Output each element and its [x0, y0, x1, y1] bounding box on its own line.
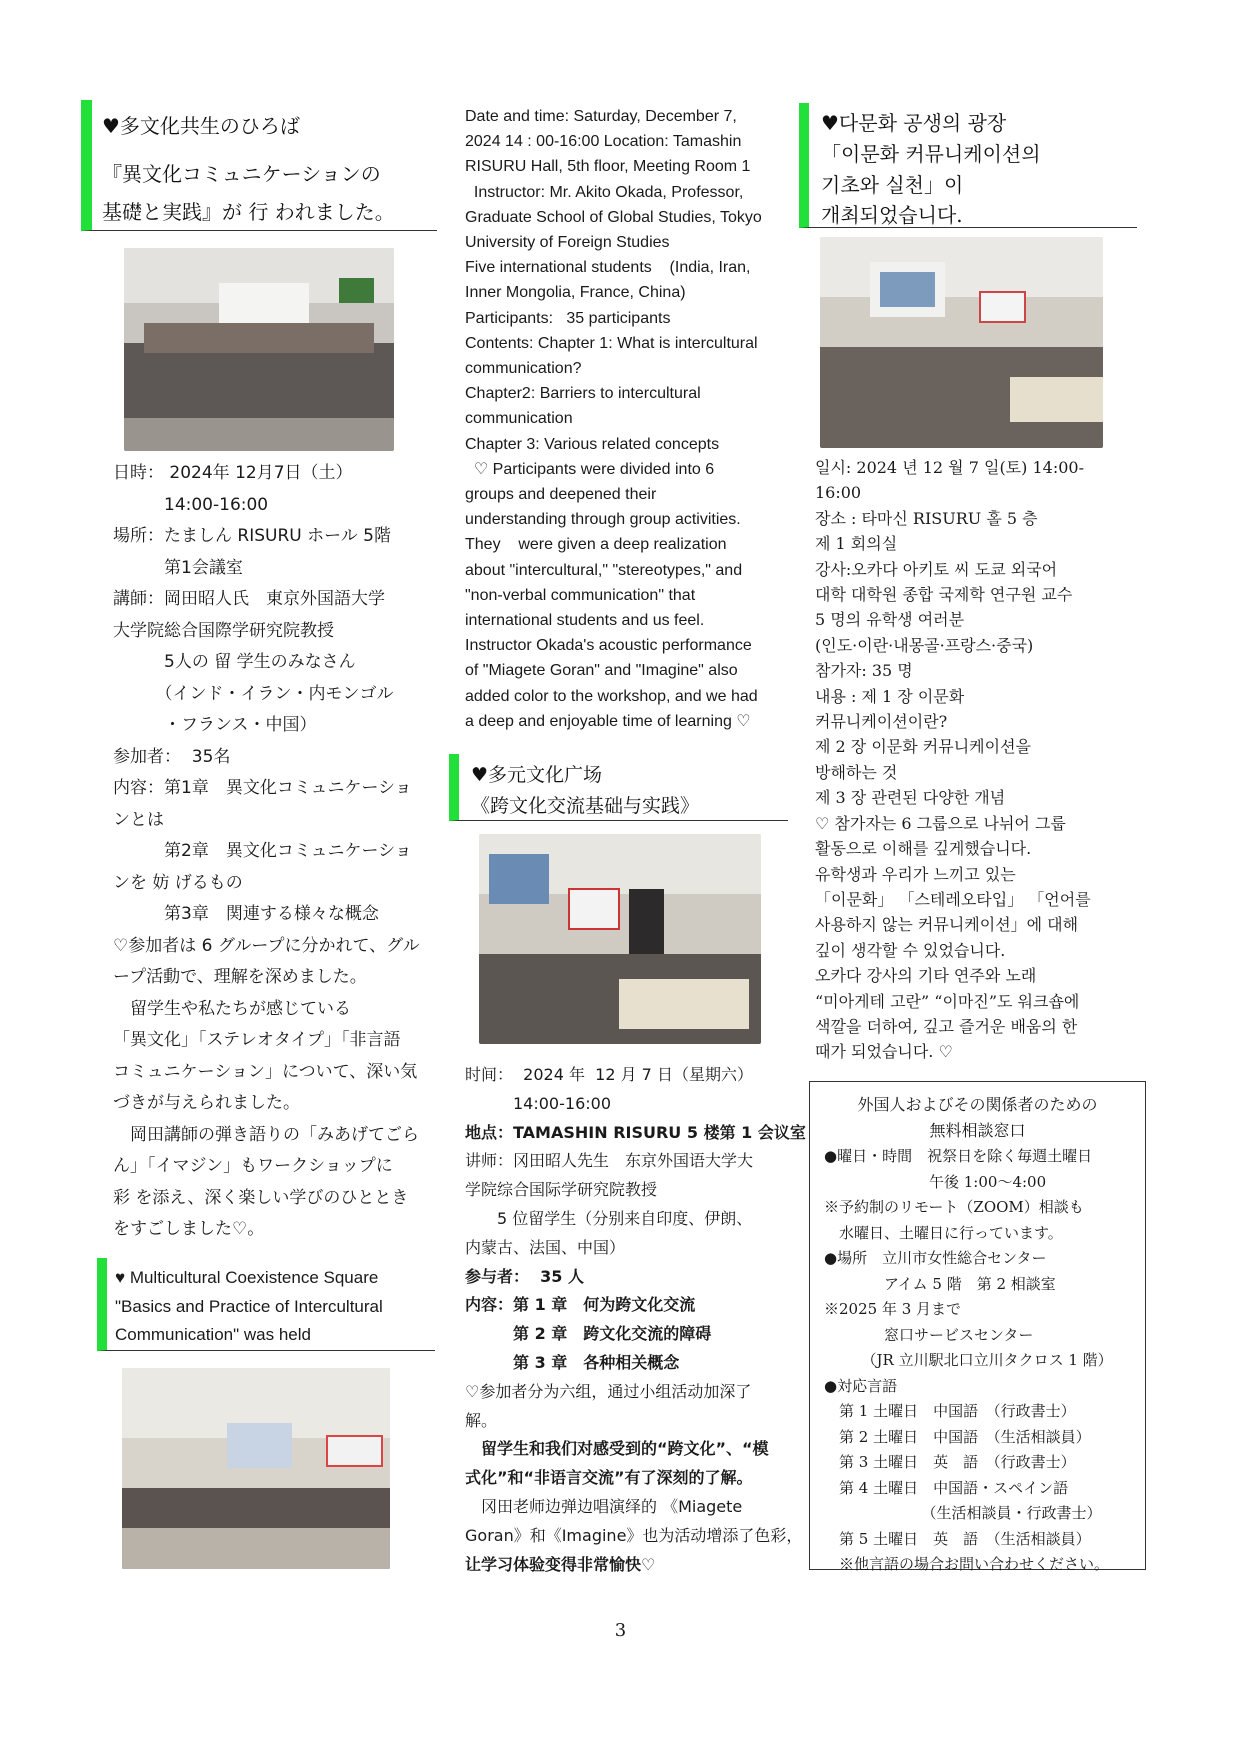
korean-line: 16:00 — [815, 483, 862, 503]
korean-line: 제 2 장 이문화 커뮤니케이션을 — [815, 737, 1031, 757]
detail-line: ・フランス・中国） — [113, 715, 317, 735]
consultation-box — [809, 1081, 1146, 1573]
consultation-line: 第 3 土曜日 英 語 （行政書士） — [824, 1453, 1076, 1471]
consultation-line: 水曜日、土曜日に行っています。 — [824, 1223, 1063, 1242]
detail-line: 第3章 関連する様々な概念 — [113, 904, 379, 924]
consultation-line: （JR 立川駅北口立川タクロス 1 階） — [824, 1351, 1113, 1369]
chinese-line: 参与者： 35 人 — [465, 1266, 584, 1286]
consultation-line: 第 5 土曜日 英 語 （生活相談員） — [824, 1529, 1091, 1548]
english-line: added color to the workshop, and we had — [465, 687, 758, 705]
korean-line: 유학생과 우리가 느끼고 있는 — [815, 864, 1016, 884]
chinese-line: 让学习体验变得非常愉快♡ — [465, 1554, 656, 1574]
english-heading-line: ♥ Multicultural Coexistence Square — [115, 1268, 379, 1287]
chinese-line: 留学生和我们对感受到的“跨文化”、“模 — [465, 1439, 769, 1459]
detail-line: 場所：たましん RISURU ホール 5階 — [113, 526, 392, 546]
detail-line: 第1会議室 — [113, 557, 243, 578]
chinese-line: 第 2 章 跨文化交流的障碍 — [465, 1324, 712, 1344]
korean-line: 일시: 2024 년 12 월 7 일(토) 14:00- — [815, 458, 1084, 477]
english-line: 2024 14 : 00-16:00 Location: Tamashin — [465, 133, 742, 151]
korean-line: 5 명의 유학생 여러분 — [815, 610, 965, 630]
consultation-line: ●曜日・時間 祝祭日を除く毎週土曜日 — [824, 1147, 1093, 1165]
korean-heading-line: 기초와 실천」이 — [821, 173, 964, 197]
english-line: Contents: Chapter 1: What is intercultural — [465, 334, 758, 352]
korean-line: ♡ 참가자는 6 그룹으로 나뉘어 그룹 — [815, 813, 1066, 833]
korean-line: 내용 : 제 1 장 이문화 — [815, 686, 965, 706]
chinese-line: 第 3 章 各种相关概念 — [465, 1352, 680, 1372]
chinese-line: 学院综合国际学研究院教授 — [465, 1180, 658, 1200]
chinese-line: 冈田老师边弹边唱演绎的 《Miagete — [465, 1496, 743, 1516]
english-line: Instructor: Mr. Akito Okada, Professor, — [465, 183, 744, 201]
chinese-body — [465, 1061, 806, 1579]
detail-line: をすごしました♡。 — [113, 1219, 265, 1239]
english-line: understanding through group activities. — [465, 511, 741, 529]
english-line: They were given a deep realization — [465, 536, 727, 554]
chinese-line: 内蒙古、法国、中国） — [465, 1237, 626, 1257]
english-line: of "Miagete Goran" and "Imagine" also — [465, 662, 738, 680]
detail-line: 参加者： 35名 — [113, 746, 231, 767]
chinese-line: 5 位留学生（分别来自印度、伊朗、 — [465, 1208, 753, 1228]
korean-line: 때가 되었습니다. ♡ — [815, 1042, 953, 1062]
korean-line: 깊이 생각할 수 있었습니다. — [815, 940, 1006, 960]
korean-line: (인도·이란·내몽골·프랑스·중국) — [815, 635, 1034, 655]
korean-line: 장소 : 타마신 RISURU 홀 5 층 — [815, 508, 1038, 528]
english-line: Graduate School of Global Studies, Tokyo — [465, 208, 762, 226]
detail-line: ♡参加者は 6 グループに分かれて、グル — [113, 935, 420, 956]
consultation-line: 窓口サービスセンター — [824, 1325, 1034, 1344]
chinese-line: ♡参加者分为六组，通过小组活动加深了 — [465, 1381, 752, 1401]
korean-line: “미아게테 고란” “이마진”도 워크숍에 — [815, 991, 1080, 1011]
detail-line: 日時： 2024年 12月7日（土） — [113, 463, 353, 483]
japanese-heading — [81, 100, 437, 231]
english-line: Date and time: Saturday, December 7, — [465, 108, 737, 125]
korean-line: 방해하는 것 — [815, 762, 898, 782]
detail-line: 「異文化」「ステレオタイプ」「非言語 — [113, 1030, 401, 1050]
korean-heading-line: 개최되었습니다. — [821, 203, 963, 227]
korean-line: 제 1 회의실 — [815, 534, 898, 554]
japanese-heading-line: 『異文化コミュニケーションの — [102, 162, 381, 186]
english-line: University of Foreign Studies — [465, 234, 670, 252]
korean-body — [815, 455, 1135, 1065]
detail-line: 岡田講師の弾き語りの「みあげてごら — [113, 1124, 419, 1145]
consultation-line: （生活相談員・行政書士） — [824, 1504, 1102, 1522]
korean-heading — [799, 103, 1137, 228]
detail-line: ープ活動で、理解を深めました。 — [113, 967, 367, 987]
english-line: "non-verbal communication" that — [465, 586, 696, 604]
consultation-line: 第 2 土曜日 中国語 （生活相談員） — [824, 1427, 1091, 1446]
seminar-photo — [122, 1368, 390, 1569]
japanese-body — [113, 458, 423, 1246]
page-number: 3 — [614, 1620, 627, 1641]
english-line: communication — [465, 410, 573, 428]
consultation-title-line: 無料相談窓口 — [929, 1120, 1026, 1140]
chinese-line: 式化”和“非语言交流”有了深刻的了解。 — [465, 1468, 753, 1488]
detail-line: 大学院総合国際学研究院教授 — [113, 620, 334, 641]
detail-line: ンを 妨 げるもの — [113, 872, 243, 893]
english-line: Five international students (India, Iran, — [465, 259, 751, 277]
consultation-line: ※他言語の場合お問い合わせください。 — [824, 1555, 1110, 1573]
korean-line: 색깔을 더하여, 깊고 즐거운 배움의 한 — [815, 1016, 1078, 1036]
korean-line: 커뮤니케이션이란? — [815, 712, 948, 732]
english-line: RISURU Hall, 5th floor, Meeting Room 1 — [465, 158, 751, 176]
detail-line: 14:00-16:00 — [113, 494, 269, 515]
detail-line: 留学生や私たちが感じている — [113, 998, 351, 1019]
consultation-line: ※予約制のリモート（ZOOM）相談も — [824, 1198, 1084, 1216]
english-line: Chapter 3: Various related concepts — [465, 435, 720, 453]
detail-line: 彩 を添え、深く楽しい学びのひととき — [113, 1187, 409, 1208]
chinese-heading-line: ♥多元文化广场 — [471, 764, 603, 786]
english-line: groups and deepened their — [465, 486, 657, 504]
korean-line: 참가자: 35 명 — [815, 661, 913, 681]
consultation-line: ●対応言語 — [824, 1376, 898, 1395]
discussion-photo — [479, 834, 761, 1044]
english-heading-line: Communication" was held — [115, 1325, 311, 1344]
detail-line: 講師：岡田昭人氏 東京外国語大学 — [113, 589, 385, 609]
korean-line: 강사:오카다 아키토 씨 도쿄 외국어 — [815, 559, 1058, 579]
detail-line: 5人の 留 学生のみなさん — [113, 652, 356, 672]
english-line: communication? — [465, 360, 582, 378]
detail-line: コミュニケーション」について、深い気 — [113, 1061, 418, 1082]
consultation-body — [824, 1144, 1144, 1578]
english-heading-line: "Basics and Practice of Intercultural — [115, 1297, 383, 1316]
chinese-line: 时间： 2024 年 12 月 7 日（星期六） — [465, 1065, 753, 1084]
chinese-heading-line: 《跨文化交流基础与实践》 — [471, 795, 700, 817]
chinese-heading — [449, 754, 788, 821]
consultation-line: 第 4 土曜日 中国語・スペイン語 — [824, 1478, 1069, 1497]
detail-line: 第2章 異文化コミュニケーショ — [113, 841, 412, 861]
chinese-line: 讲师：冈田昭人先生 东京外国语大学大 — [465, 1151, 754, 1171]
english-line: ♡ Participants were divided into 6 — [465, 460, 715, 478]
consultation-title-line: 外国人およびその関係者のための — [857, 1095, 1098, 1114]
consultation-line: 午後 1:00～4:00 — [824, 1172, 1047, 1191]
japanese-heading-line: ♥多文化共生のひろば — [102, 114, 300, 138]
chinese-line: 地点：TAMASHIN RISURU 5 楼第 1 会议室 — [465, 1122, 806, 1142]
presentation-photo — [820, 237, 1103, 448]
korean-line: 제 3 장 관련된 다양한 개념 — [815, 788, 1006, 808]
english-heading — [97, 1258, 435, 1351]
english-body — [465, 104, 785, 734]
detail-line: づきが与えられました。 — [113, 1093, 300, 1113]
korean-line: 대학 대학원 종합 국제학 연구원 교수 — [815, 585, 1073, 605]
korean-heading-line: ♥다문화 공생의 광장 — [821, 111, 1007, 135]
japanese-heading-line: 基礎と実践』が 行 われました。 — [102, 200, 395, 224]
consultation-line: ※2025 年 3 月まで — [824, 1300, 962, 1318]
detail-line: ンとは — [113, 809, 164, 830]
english-line: Inner Mongolia, France, China) — [465, 284, 686, 302]
korean-heading-line: 「이문화 커뮤니케이션의 — [821, 142, 1041, 166]
english-line: Participants: 35 participants — [465, 309, 671, 327]
consultation-title — [810, 1092, 1145, 1143]
english-line: Chapter2: Barriers to intercultural — [465, 385, 701, 403]
korean-line: 활동으로 이해를 깊게했습니다. — [815, 839, 1032, 859]
english-line: international students and us feel. — [465, 612, 705, 630]
english-line: Instructor Okada's acoustic performance — [465, 637, 752, 655]
consultation-line: アイム 5 階 第 2 相談室 — [824, 1274, 1056, 1293]
consultation-line: ●場所 立川市女性総合センター — [824, 1249, 1047, 1267]
detail-line: （インド・イラン・内モンゴル — [113, 683, 394, 704]
detail-line: ん」「イマジン」もワークショップに — [113, 1156, 393, 1176]
english-line: a deep and enjoyable time of learning ♡ — [465, 712, 751, 730]
chinese-line: 解。 — [465, 1410, 498, 1430]
english-line: about "intercultural," "stereotypes," and — [465, 561, 743, 579]
chinese-line: 14:00-16:00 — [465, 1093, 611, 1113]
detail-line: 内容：第1章 異文化コミュニケーショ — [113, 778, 412, 798]
korean-line: 오카다 강사의 기타 연주와 노래 — [815, 966, 1037, 986]
korean-line: 사용하지 않는 커뮤니케이션」에 대해 — [815, 915, 1079, 935]
chinese-line: 内容：第 1 章 何为跨文化交流 — [465, 1295, 696, 1315]
consultation-line: 第 1 土曜日 中国語 （行政書士） — [824, 1402, 1076, 1420]
chinese-line: Goran》和《Imagine》也为活动增添了色彩， — [465, 1525, 803, 1545]
group-photo — [124, 248, 394, 451]
korean-line: 「이문화」 「스테레오타입」 「언어를 — [815, 889, 1091, 909]
